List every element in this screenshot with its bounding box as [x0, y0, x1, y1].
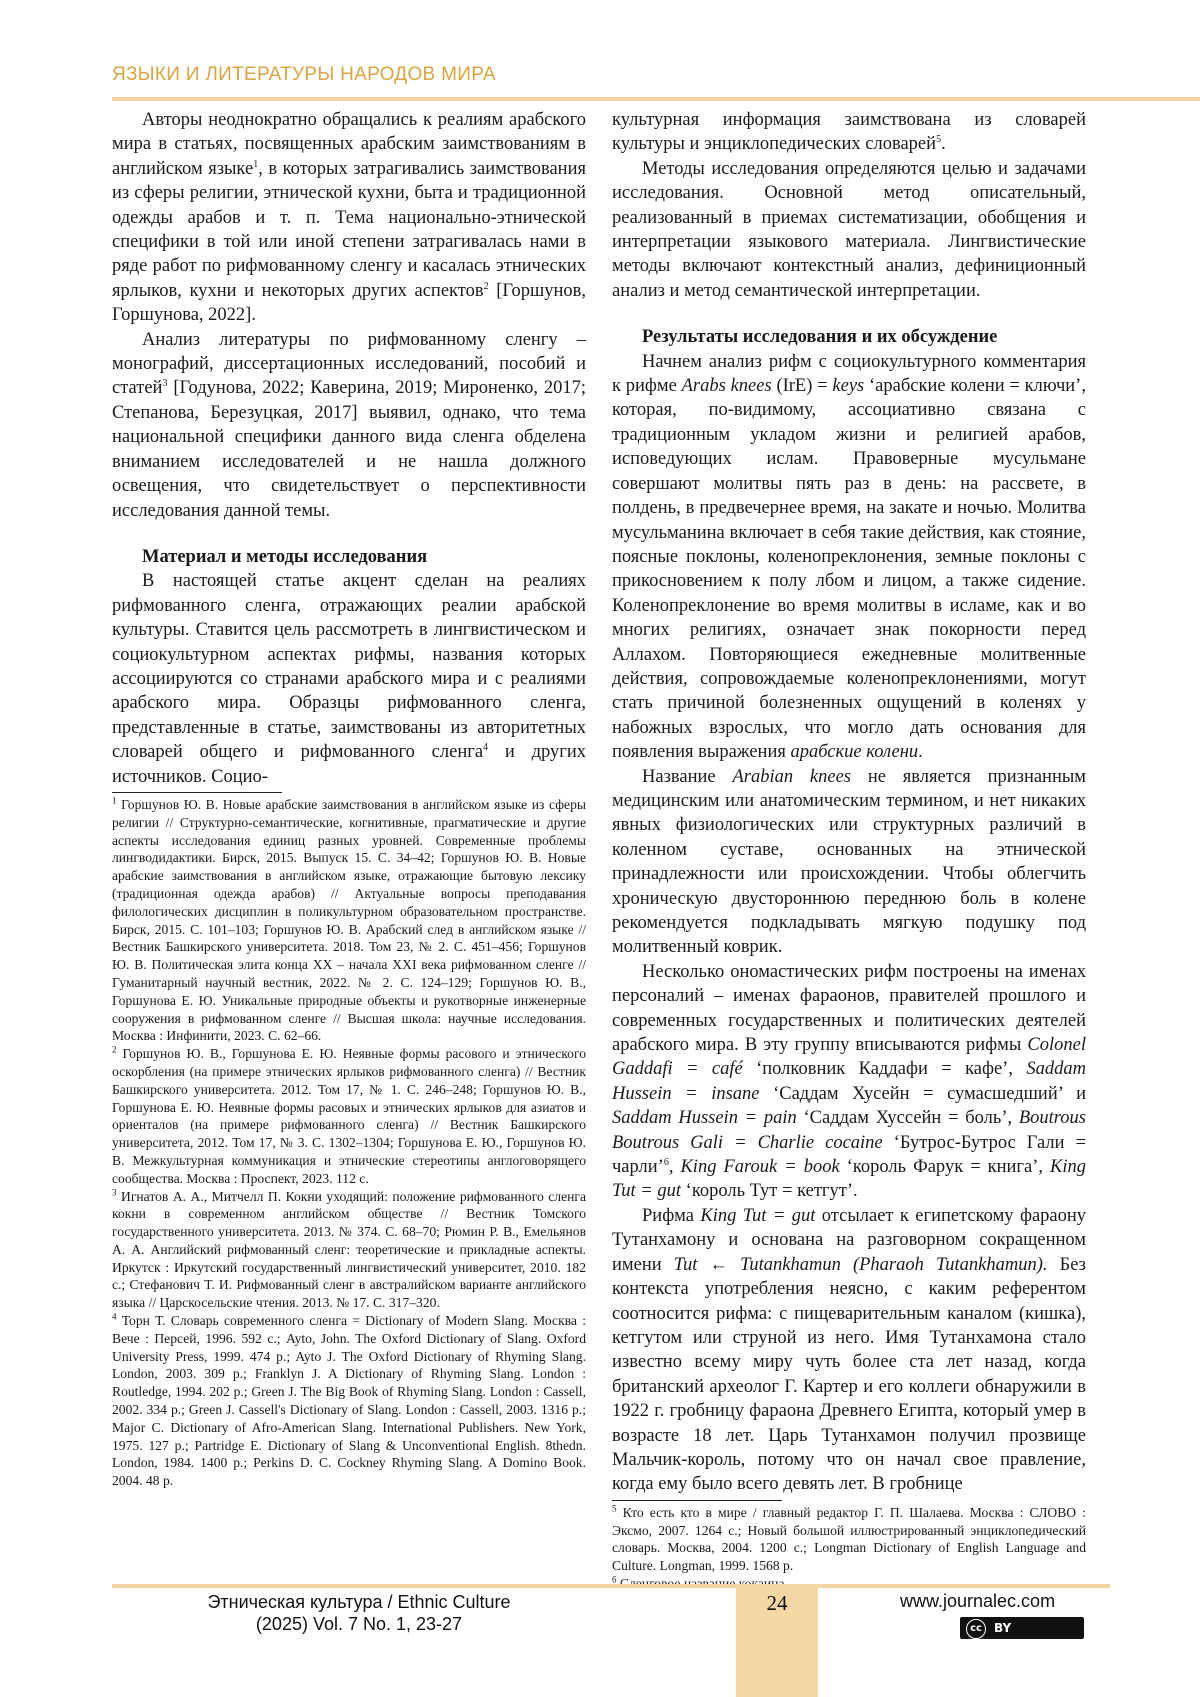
paragraph: Авторы неоднократно обращались к реалиям арабского мира в статьях, посвященных арабским заимствованиям в английском языке$^1$, в которых затрагивались заимствования из сферы религии, этнической кухни, быта и традиционной одежды арабов и т. п. Тема национально-этнической специфики в той или иной степени затрагивалась нами в ряде работ по рифмованному сленгу и касалась этнических ярлыков, кухни и некоторых других аспектов$^2$ [Горшунов, Горшунова, 2022]. — [112, 110, 586, 326]
footnote-ref: 6 — [663, 1156, 669, 1168]
footnote-rule — [112, 792, 282, 793]
section-heading: Материал и методы исследования — [142, 546, 428, 567]
page-number: 24 — [766, 1591, 788, 1615]
license-by-label: BY — [994, 1621, 1012, 1635]
footnote-ref: 5 — [936, 134, 942, 146]
paragraph: Несколько ономастических рифм построены на именах персоналий – именах фараонов, правителей прошлого и современных государственных и политических деятелей арабского мира. В эту группу вписываются рифмы Colonel Gaddafi = café ‘полковник Каддафи = кафе’, Saddam Hussein = insane ‘Саддам Хусейн = сумасшедший’ и Saddam Hussein = pain ‘Саддам Хуссейн = боль’, Boutrous Boutrous Gali = Charlie cocaine ‘Бутрос-Бутрос Гали = чарли’$^6$, King Farouk = book ‘король Фарук = книга’, King Tut = gut ‘король Тут = кетгут’. — [612, 961, 1087, 1202]
footnote: $^1$ Горшунов Ю. В. Новые арабские заимствования в английском языке из сферы религии // Структурно-семантические, когнитивные, прагматические и другие аспекты исследования единиц разных уровней. Современные проблемы лингводидактики. Бирск, 2015. Выпуск 15. С. 34–42; Горшунов Ю. В. Новые арабские заимствования в английском языке, отражающие бытовую лексику (традиционная одежда арабов) // Актуальные вопросы преподавания филологических дисциплин в поликультурном образовательном пространстве. Бирск, 2015. С. 101–103; Горшунов Ю. В. Арабский след в английском языке // Вестник Башкирского университета. 2018. Том 23, № 2. С. 451–456; Горшунов Ю. В. Политическая элита конца XX – начала XXI века рифмованном сленге // Гуманитарный научный вестник, 2022. № 2. С. 124–129; Горшунов Ю. В., Горшунова Е. Ю. Уникальные природные объекты и рукотворные инженерные сооружения в рифмованном сленге // Высшая школа: научные исследования. Москва : Инфинити, 2023. С. 62–66. — [112, 795, 586, 1044]
paragraph: Рифма King Tut = gut отсылает к египетскому фараону Тутанхамону и основана на разговорном сокращенном имени Tut ← Tutankhamun (Pharaoh Tutankhamun). Без контекста употребления неясно, с каким референтом соотносится рифма: с пищеварительным каналом (кишка), кетгутом или струной из него. Имя Тутанхамона стало известно всему миру чуть более ста лет назад, когда британский археолог Г. Картер и его коллеги обнаружили в 1922 г. гробницу фараона Древнего Египта, который умер в возрасте 18 лет. Царь Тутанхамон получил прозвище Мальчик-король, потому что он начал свое правление, когда ему было всего девять лет. В гробнице — [612, 1205, 1087, 1495]
paragraph: Название Arabian knees не является признанным медицинским или анатомическим термином, и нет никаких явных физиологических или структурных различий в коленном суставе, основанных на этнической принадлежности или происхождении. Чтобы облегчить хроническую двустороннюю переднюю боль в колене рекомендуется подкладывать мягкую подушку под молитвенный коврик. — [612, 766, 1086, 958]
footnote: 6 — [612, 1574, 617, 1585]
journal-volume: (2025) Vol. 7 No. 1, 23-27 — [255, 1614, 463, 1634]
footnote: $^5$ Кто есть кто в мире / главный редактор Г. П. Шалаева. Москва : СЛОВО : Эксмо, 2007. 1264 с.; Новый большой иллюстрированный энциклопедический словарь. Москва, 2004. 1200 с.; Longman Dictionary of English Language and Culture. Longman, 1999. 1568 p. — [612, 1503, 1086, 1574]
footnote: $^4$ Торн Т. Словарь современного сленга = Dictionary of Modern Slang. Москва : Вече : Персей, 1996. 592 с.; Ayto, John. The Oxford Dictionary of Slang. Oxford University Press, 1999. 474 p.; Ayto J. The Oxford Dictionary of Rhyming Slang. London, 2003. 309 p.; Franklyn J. A Dictionary of Rhyming Slang. London : Routledge, 1994. 202 p.; Green J. The Big Book of Rhyming Slang. London : Cassell, 2002. 334 p.; Green J. Cassell's Dictionary of Slang. London : Cassell, 2003. 1316 p.; Major C. Dictionary of Afro-American Slang. International Publishers. New York, 1975. 127 p.; Partridge E. Dictionary of Slang & Unconventional English. 8thedn. London, 1984. 1400 p.; Perkins D. C. Cockney Rhyming Slang. A Domino Book. 2004. 48 p. — [112, 1311, 586, 1489]
paragraph: Методы исследования определяются целью и задачами исследования. Основной метод описательный, реализованный в приемах систематизации, обобщения и интерпретации языкового материала. Лингвистические методы включают контекстный анализ, дефиниционный анализ и метод семантической интерпретации. — [612, 158, 1086, 301]
journal-title: Этническая культура / Ethnic Culture — [207, 1592, 511, 1612]
footnote-ref: 4 — [483, 742, 489, 753]
header-rule — [112, 97, 1200, 101]
paragraph: культурная информация заимствована из словарей культуры и энциклопедических словарей$^5$. — [612, 110, 1086, 155]
paragraph: Начнем анализ рифм с социокультурного комментария к рифме Arabs knees (IrE) = keys ‘арабские колени = ключи’, которая, по-видимому, ассоциативно связана с традиционным укладом жизни и религией арабов, исповедующих ислам. Правоверные мусульмане совершают молитвы пять раз в день: на рассвете, в полдень, в предвечернее время, на закате и ночью. Молитва мусульманина включает в себя такие действия, как стояние, поясные поклоны, коленопреклонения, земные поклоны с прикосновением к полу лбом и лицом, а также сидение. Коленопреклонение во время молитвы в исламе, как и во многих религиях, означает знак покорности перед Аллахом. Повторяющиеся ежедневные молитвенные действия, сопровождаемые коленопреклонениями, могут стать причиной болезненных ощущений в коленях у набожных взрослых, что могло дать основания для появления выражения арабские колени. — [612, 351, 1086, 763]
footnote-ref: 3 — [162, 378, 168, 390]
footnote: $^3$ Игнатов А. А., Митчелл П. Кокни уходящий: положение рифмованного сленга кокни в современном английском обществе // Вестник Томского государственного университета. 2013. № 374. С. 68–70; Рюмин Р. В., Емельянов А. А. Английский рифмованный сленг: теоретические и прикладные аспекты. Иркутск : Иркутский государственный лингвистический университет, 2010. 182 с.; Стефанович Т. И. Рифмованный сленг в австралийском варианте английского языка // Царскосельские чтения. 2013. № 17. С. 317–320. — [112, 1186, 586, 1311]
right-column — [612, 108, 1086, 1593]
section-heading: Результаты исследования и их обсуждение — [642, 327, 998, 348]
section-header: ЯЗЫКИ И ЛИТЕРАТУРЫ НАРОДОВ МИРА — [112, 64, 496, 85]
footer-rule — [112, 1584, 1110, 1588]
footnote-ref: 2 — [483, 280, 489, 292]
journal-citation — [112, 1591, 606, 1635]
left-column — [112, 108, 586, 1490]
footnote: $^2$ Горшунов Ю. В., Горшунова Е. Ю. Неявные формы расового и этнического оскорбления (на примере этнических ярлыков рифмованного сленга) // Вестник Башкирского университета. 2012. Том 17, № 1. С. 246–248; Горшунов Ю. В., Горшунова Е. Ю. Неявные формы расовых и этнических ярлыков для азиатов и ориенталов (на примере рифмованного сленга) // Вестник Башкирского университета, 2012. Том 17, № 3. С. 1302–1304; Горшунова Е. Ю., Горшунов Ю. В. Межкультурная коммуникация и этнические стереотипы англоговорящего сообщества. Москва : Проспект, 2023. 112 с. — [112, 1044, 587, 1186]
cc-by-license-badge[interactable] — [960, 1617, 1084, 1639]
creative-commons-icon: cc — [966, 1619, 986, 1639]
footnote-ref: 1 — [253, 158, 259, 170]
footnotes — [612, 1504, 1086, 1593]
footnote-rule — [612, 1500, 782, 1501]
footnotes — [112, 796, 586, 1490]
journal-website[interactable]: www.journalec.com — [900, 1591, 1056, 1611]
paragraph: Анализ литературы по рифмованному сленгу – монографий, диссертационных исследований, пособий и статей$^3$ [Годунова, 2022; Каверина, 2019; Мироненко, 2017; Степанова, Березуцкая, 2017] выявил, однако, что тема национальной специфики данного вида сленга обделена вниманием исследователей и не нашла должного освещения, что свидетельствует о перспективности исследования данной темы. — [112, 329, 586, 521]
paragraph: В настоящей статье акцент сделан на реалиях рифмованного сленга, отражающих реалии арабской культуры. Ставится цель рассмотреть в лингвистическом и социокультурном аспектах рифмы, названия которых ассоциируются со странами арабского мира и с реалиями арабского мира. Образцы рифмованного сленга, представленные в статье, заимствованы из авторитетных словарей общего и рифмованного сленга$^4$ и других источников. Социо- — [112, 571, 587, 787]
